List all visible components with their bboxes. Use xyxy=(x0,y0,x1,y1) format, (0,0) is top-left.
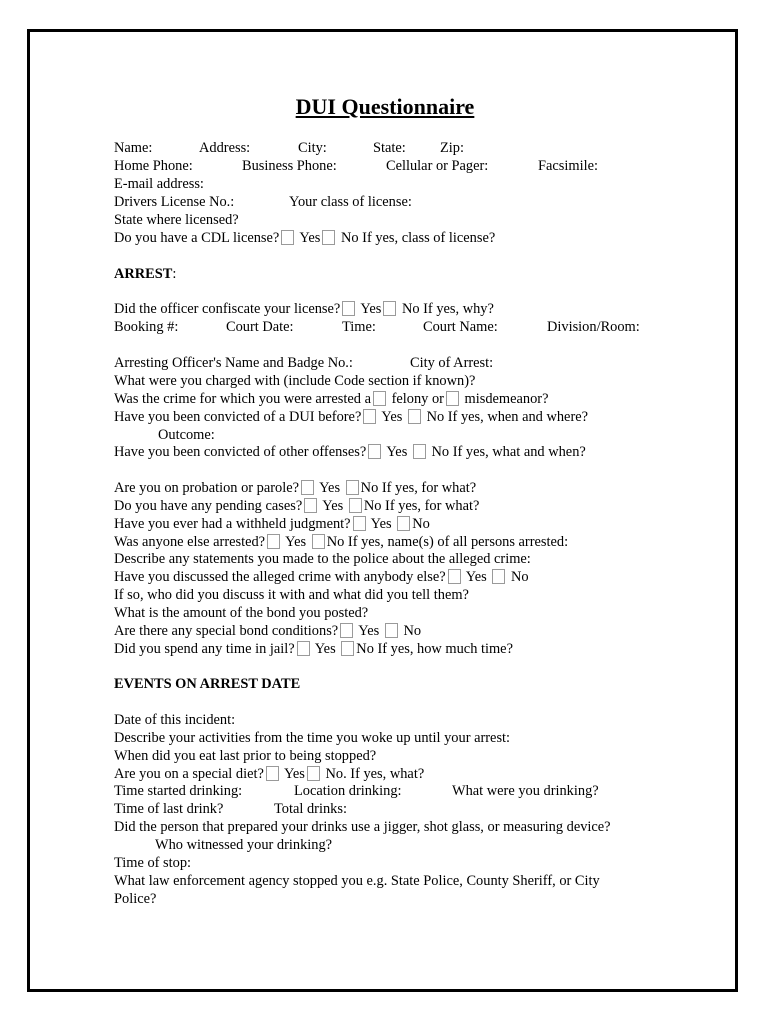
state-label: State: xyxy=(373,140,406,156)
jail-no-checkbox[interactable] xyxy=(341,641,354,656)
license-class-label: Your class of license: xyxy=(289,194,412,210)
arrest-heading: ARREST xyxy=(114,266,173,282)
outcome-label: Outcome: xyxy=(158,427,215,443)
agency-question-line2: Police? xyxy=(114,891,157,907)
last-eat-question: When did you eat last prior to being stopped? xyxy=(114,748,377,764)
cdl-followup: If yes, class of license? xyxy=(362,230,496,246)
discussed-no-label: No xyxy=(510,569,529,585)
cdl-yes-label: Yes xyxy=(299,230,321,246)
last-drink-row xyxy=(114,800,374,818)
location-drinking-label: Location drinking: xyxy=(294,783,402,799)
agency-question-line1: What law enforcement agency stopped you e.g. State Police, County Sheriff, or City xyxy=(114,873,600,889)
officer-row xyxy=(114,354,514,372)
dui-before-question: Have you been convicted of a DUI before? xyxy=(114,409,362,425)
pending-no-checkbox[interactable] xyxy=(349,498,362,513)
activities-question: Describe your activities from the time you woke up until your arrest: xyxy=(114,730,511,746)
bond-conditions-yes-checkbox[interactable] xyxy=(340,623,353,638)
withheld-no-checkbox[interactable] xyxy=(397,516,410,531)
discussed-yes-checkbox[interactable] xyxy=(448,569,461,584)
client-row-name-address xyxy=(114,139,634,157)
withheld-no-label: No xyxy=(412,516,430,532)
discussed-no-checkbox[interactable] xyxy=(492,569,505,584)
pending-no-label: No If yes, for what? xyxy=(363,498,480,514)
jail-yes-checkbox[interactable] xyxy=(297,641,310,656)
diet-question: Are you on a special diet? xyxy=(114,766,264,782)
statements-question: Describe any statements you made to the police about the alleged crime: xyxy=(114,551,531,567)
dui-before-no-label: No If yes, when and where? xyxy=(426,409,589,425)
crime-type-row xyxy=(114,390,548,408)
cellular-label: Cellular or Pager: xyxy=(386,158,489,174)
charged-question: What were you charged with (include Code section if known)? xyxy=(114,373,476,389)
diet-yes-checkbox[interactable] xyxy=(266,766,279,781)
name-label: Name: xyxy=(114,140,153,156)
time-label: Time: xyxy=(342,319,376,335)
misdemeanor-checkbox[interactable] xyxy=(446,391,459,406)
address-label: Address: xyxy=(199,140,251,156)
confiscate-question: Did the officer confiscate your license? xyxy=(114,301,341,317)
bond-conditions-no-label: No xyxy=(403,623,422,639)
cdl-question-row xyxy=(114,229,495,247)
diet-row xyxy=(114,765,424,783)
discussed-row xyxy=(114,568,529,586)
diet-yes-label: Yes xyxy=(283,766,305,782)
withheld-yes-checkbox[interactable] xyxy=(353,516,366,531)
other-offenses-yes-checkbox[interactable] xyxy=(368,444,381,459)
dui-before-yes-label: Yes xyxy=(381,409,403,425)
total-drinks-label: Total drinks: xyxy=(274,801,347,817)
probation-no-label: No If yes, for what? xyxy=(360,480,477,496)
confiscate-followup: If yes, why? xyxy=(423,301,494,317)
dui-before-yes-checkbox[interactable] xyxy=(363,409,376,424)
discussed-followup: If so, who did you discuss it with and what did you tell them? xyxy=(114,587,469,603)
court-date-label: Court Date: xyxy=(226,319,294,335)
else-arrested-yes-label: Yes xyxy=(285,534,307,550)
else-arrested-question: Was anyone else arrested? xyxy=(114,534,266,550)
facsimile-label: Facsimile: xyxy=(538,158,598,174)
dui-before-no-checkbox[interactable] xyxy=(408,409,421,424)
incident-date-label: Date of this incident: xyxy=(114,712,236,728)
booking-label: Booking #: xyxy=(114,319,179,335)
probation-yes-checkbox[interactable] xyxy=(301,480,314,495)
page-title: DUI Questionnaire xyxy=(295,94,475,119)
client-row-license xyxy=(114,193,434,211)
city-label: City: xyxy=(298,140,327,156)
felony-checkbox[interactable] xyxy=(373,391,386,406)
zip-label: Zip: xyxy=(440,140,464,156)
probation-yes-label: Yes xyxy=(319,480,341,496)
bond-conditions-yes-label: Yes xyxy=(358,623,380,639)
events-heading: EVENTS ON ARREST DATE xyxy=(114,676,301,692)
else-arrested-no-label: No If yes, name(s) of all persons arrested: xyxy=(326,534,569,550)
confiscate-yes-checkbox[interactable] xyxy=(342,301,355,316)
bond-conditions-question: Are there any special bond conditions? xyxy=(114,623,339,639)
confiscate-yes-label: Yes xyxy=(360,301,382,317)
other-offenses-no-checkbox[interactable] xyxy=(413,444,426,459)
probation-question: Are you on probation or parole? xyxy=(114,480,300,496)
bond-amount-question: What is the amount of the bond you posted? xyxy=(114,605,369,621)
business-phone-label: Business Phone: xyxy=(242,158,337,174)
client-row-phones xyxy=(114,157,634,175)
withheld-yes-label: Yes xyxy=(370,516,392,532)
cdl-question: Do you have a CDL license? xyxy=(114,230,280,246)
witnessed-question: Who witnessed your drinking? xyxy=(155,837,333,853)
bond-conditions-row xyxy=(114,622,421,640)
confiscate-row xyxy=(114,300,494,318)
misdemeanor-label: misdemeanor? xyxy=(464,391,549,407)
pending-yes-label: Yes xyxy=(322,498,344,514)
discussed-question: Have you discussed the alleged crime with anybody else? xyxy=(114,569,446,585)
felony-label: felony or xyxy=(391,391,444,407)
jail-question: Did you spend any time in jail? xyxy=(114,641,295,657)
arrest-heading-colon: : xyxy=(172,266,177,282)
other-offenses-no-label: No If yes, what and when? xyxy=(431,444,586,460)
withheld-row xyxy=(114,515,430,533)
jail-no-label: No If yes, how much time? xyxy=(356,641,513,657)
cdl-yes-checkbox[interactable] xyxy=(281,230,294,245)
jail-yes-label: Yes xyxy=(314,641,336,657)
city-of-arrest-label: City of Arrest: xyxy=(410,355,494,371)
cdl-no-label: No xyxy=(340,230,359,246)
court-name-label: Court Name: xyxy=(423,319,498,335)
time-last-drink-label: Time of last drink? xyxy=(114,801,224,817)
drinking-row xyxy=(114,782,614,800)
probation-row xyxy=(114,479,476,497)
discussed-yes-label: Yes xyxy=(465,569,487,585)
measuring-device-question: Did the person that prepared your drinks use a jigger, shot glass, or measuring device? xyxy=(114,819,611,835)
dui-before-row xyxy=(114,408,588,426)
jail-row xyxy=(114,640,513,658)
else-arrested-row xyxy=(114,533,568,551)
email-label: E-mail address: xyxy=(114,176,204,192)
pending-question: Do you have any pending cases? xyxy=(114,498,303,514)
home-phone-label: Home Phone: xyxy=(114,158,193,174)
booking-row xyxy=(114,318,654,336)
cdl-no-checkbox[interactable] xyxy=(322,230,335,245)
other-offenses-yes-label: Yes xyxy=(386,444,408,460)
withheld-question: Have you ever had a withheld judgment? xyxy=(114,516,351,532)
state-licensed-label: State where licensed? xyxy=(114,212,239,228)
division-room-label: Division/Room: xyxy=(547,319,640,335)
pending-yes-checkbox[interactable] xyxy=(304,498,317,513)
else-arrested-no-checkbox[interactable] xyxy=(312,534,325,549)
time-started-drinking-label: Time started drinking: xyxy=(114,783,243,799)
officer-name-label: Arresting Officer's Name and Badge No.: xyxy=(114,355,353,371)
what-drinking-label: What were you drinking? xyxy=(452,783,599,799)
bond-conditions-no-checkbox[interactable] xyxy=(385,623,398,638)
confiscate-no-label: No xyxy=(401,301,420,317)
other-offenses-question: Have you been convicted of other offenses? xyxy=(114,444,367,460)
pending-row xyxy=(114,497,479,515)
time-of-stop-label: Time of stop: xyxy=(114,855,192,871)
arrest-heading-row xyxy=(114,265,176,283)
diet-no-label: No. If yes, what? xyxy=(325,766,425,782)
diet-no-checkbox[interactable] xyxy=(307,766,320,781)
probation-no-checkbox[interactable] xyxy=(346,480,359,495)
else-arrested-yes-checkbox[interactable] xyxy=(267,534,280,549)
confiscate-no-checkbox[interactable] xyxy=(383,301,396,316)
crime-question: Was the crime for which you were arrested a xyxy=(114,391,371,407)
other-offenses-row xyxy=(114,443,586,461)
drivers-license-label: Drivers License No.: xyxy=(114,194,235,210)
